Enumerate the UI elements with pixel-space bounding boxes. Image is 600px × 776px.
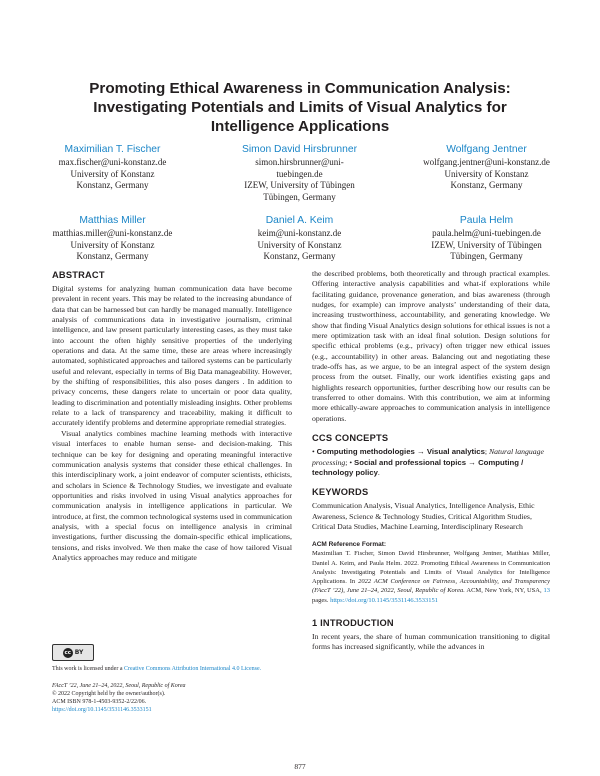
author-location: Konstanz, Germany: [76, 251, 149, 261]
reference-part: pages.: [312, 596, 329, 604]
author-affiliation: University of Konstanz: [444, 168, 529, 179]
author-card: [207, 143, 392, 203]
author-card: [394, 143, 579, 192]
author-name: Matthias Miller: [79, 215, 146, 226]
right-column: [312, 269, 550, 653]
abstract-paragraph-2: Visual analytics combines machine learning methods with interactive visual interfaces to enable human sense- and decision-making. This technique can be key for designing and operating meaningful interactive communication analysis systems that consider these ethical challenges. In this interdisciplinary work, a joint endeavor of computer scientists, ethicists, and scholars in Science & Technology Studies, we investigate and evaluate opportunities and risks involved in using Visual analytics approaches for communication analysis in intelligence applications in particular. We introduce, at first, the common technological systems used in communication analysis, with a special focus on intelligence analysis in criminal investigations, further discussing the domain-specific ethical implications, tensions, and risks involved. We then make the case of how tailored Visual Analytics approaches may reduce and mitigate: [52, 428, 292, 562]
author-location: Konstanz, Germany: [450, 180, 523, 190]
page-number: 877: [294, 762, 306, 771]
abstract-heading: ABSTRACT: [52, 270, 105, 280]
cc-by-badge[interactable]: [52, 644, 94, 661]
reference-part: Maximilian T. Fischer, Simon David Hirsbrunner, Wolfgang Jentner, Matthias Miller, Daniel A. Keim, and Paula Helm. 2022. Promoting Ethical Awareness in Communication Analysis: Investigating Potentials and Limits of Visual Analytics for Intelligence Applications. In: [312, 550, 550, 586]
author-location: Tübingen, Germany: [263, 191, 336, 202]
left-column: [52, 269, 292, 563]
author-name: Daniel A. Keim: [265, 215, 334, 226]
ccs-heading: CCS CONCEPTS: [312, 433, 389, 444]
author-card: [20, 143, 205, 192]
ccs-item-1-sub: Natural language processing: [312, 447, 544, 467]
author-affiliation: IZEW, University of Tübingen: [244, 180, 355, 190]
author-email: simon.hirsbrunner@uni-: [255, 157, 344, 167]
ccs-bullet: •: [312, 447, 315, 457]
author-location: Konstanz, Germany: [76, 180, 149, 190]
introduction-text: In recent years, the share of human communication transitioning to digital forms has increased significantly, while the advances in: [312, 632, 550, 652]
pages-link[interactable]: 13: [543, 587, 550, 595]
author-email: keim@uni-konstanz.de: [257, 228, 342, 238]
attribution-icon: BY: [74, 649, 84, 656]
ccs-end: .: [377, 467, 380, 477]
reference-venue: 2022 ACM Conference on Fairness, Accountability, and Transparency (FAccT ’22), June 21–24, 2022, Seoul, Republic of Korea.: [312, 578, 550, 595]
keywords-list: Communication Analysis, Visual Analytics, Intelligence Analysis, Ethic Awareness, Science & Technology Studies, Critical Algorithm Studies, Critical Data Studies, Machine Learning, Interdisciplinary Research: [312, 501, 535, 531]
author-name: Simon David Hirsbrunner: [241, 144, 358, 155]
acm-reference-text: [312, 549, 550, 605]
title-line-1: Promoting Ethical Awareness in Communication Analysis:: [89, 80, 511, 97]
title-line-2: Investigating Potentials and Limits of Visual Analytics for: [93, 99, 507, 116]
license-link[interactable]: Creative Commons Attribution International 4.0 License.: [123, 666, 262, 672]
keywords-heading: KEYWORDS: [312, 487, 369, 498]
creative-commons-icon: cc: [64, 649, 71, 656]
reference-part: ACM, New York, NY, USA,: [464, 587, 544, 595]
author-affiliation: University of Konstanz: [70, 168, 155, 179]
author-email: max.fischer@uni-konstanz.de: [58, 157, 167, 167]
paper-title: [40, 79, 560, 136]
author-name: Wolfgang Jentner: [446, 144, 527, 155]
author-email: paula.helm@uni-tuebingen.de: [432, 228, 541, 238]
introduction-heading: 1 INTRODUCTION: [312, 618, 394, 628]
isbn: ACM ISBN 978-1-4503-9352-2/22/06.: [52, 698, 147, 705]
author-card: [20, 214, 205, 263]
ccs-bullet: •: [349, 457, 353, 467]
publication-venue: FAccT ’22, June 21–24, 2022, Seoul, Republic of Korea: [52, 682, 186, 689]
ccs-separator: ;: [345, 457, 348, 467]
abstract-paragraph-1: Digital systems for analyzing human communication data have become prevalent in recent years. This may be related to the increasing abundance of data that can be harnessed but can hardly be managed manually. Intelligence analysis of communications data in investigative journalism, criminal intelligence, and law present particularly interesting cases, as they must take into account the often highly sensitive properties of the underlying operations and data. At the same time, these are areas where increasingly automated, sophisticated approaches and tailored systems can be particularly useful and relevant, especially in terms of Big Data manageability. However, by the shifting of responsibilities, this also poses dangers . In addition to privacy concerns, these dangers relate to uncertain or poor data quality, leading to discrimination and potentially misleading insights. Other problems relate to a lack of transparency and traceability, making it difficult to accurately identify problems and determine appropriate remedial strategies.: [52, 284, 292, 428]
author-email: wolfgang.jentner@uni-konstanz.de: [423, 157, 550, 167]
author-location: Konstanz, Germany: [263, 251, 336, 261]
author-email: matthias.miller@uni-konstanz.de: [52, 228, 173, 238]
author-email-continued: tuebingen.de: [276, 168, 323, 179]
doi-link[interactable]: https://doi.org/10.1145/3531146.3533151: [52, 706, 152, 713]
acm-reference-label: ACM Reference Format:: [312, 541, 387, 549]
author-affiliation: University of Konstanz: [70, 239, 155, 250]
author-name: Maximilian T. Fischer: [64, 144, 161, 155]
author-affiliation: IZEW, University of Tübingen: [431, 239, 542, 250]
author-card: [207, 214, 392, 263]
author-name: Paula Helm: [459, 215, 514, 226]
title-line-3: Intelligence Applications: [210, 118, 390, 135]
ccs-separator: ;: [484, 447, 488, 457]
copyright-notice: © 2022 Copyright held by the owner/author(s).: [52, 690, 166, 697]
author-affiliation: University of Konstanz: [257, 239, 342, 250]
license-prefix: This work is licensed under a: [52, 666, 124, 672]
reference-doi-link[interactable]: https://doi.org/10.1145/3531146.3533151: [330, 596, 438, 604]
ccs-item-1: Computing methodologies → Visual analytics: [316, 447, 485, 457]
author-card: [394, 214, 579, 263]
publication-info: [52, 682, 292, 714]
ccs-item-2: Social and professional topics → Computing / technology policy: [312, 457, 524, 477]
license-block: [52, 644, 292, 714]
ccs-concepts: [312, 447, 550, 478]
abstract-paragraph-continued: the described problems, both theoretically and through practical examples. Offering interactive analysis capabilities and what-if explorations while facilitating guidance, provenance generation, and bias awareness (through nudges, for example) can improve analysts’ understanding of their data, increasing trustworthiness, accountability, and generating knowledge. We show that finding Visual Analytics design solutions for ethical issues is not a mere optimization task with an ideal final solution. Design solutions for specific ethical problems (e.g., privacy) often trigger new ethical issues (e.g., accountability) in other areas. Balancing out and negotiating these trade-offs has, as we argue, to be an integral aspect of the system design process from the outset. Finally, our work identifies existing gaps and highlights research opportunities, further describing how our results can be transferred to other domains. With this contribution, we aim at informing more ethically-aware approaches to communication analysis in intelligence operations.: [312, 269, 550, 423]
license-statement: [52, 665, 292, 674]
author-location: Tübingen, Germany: [450, 251, 523, 261]
